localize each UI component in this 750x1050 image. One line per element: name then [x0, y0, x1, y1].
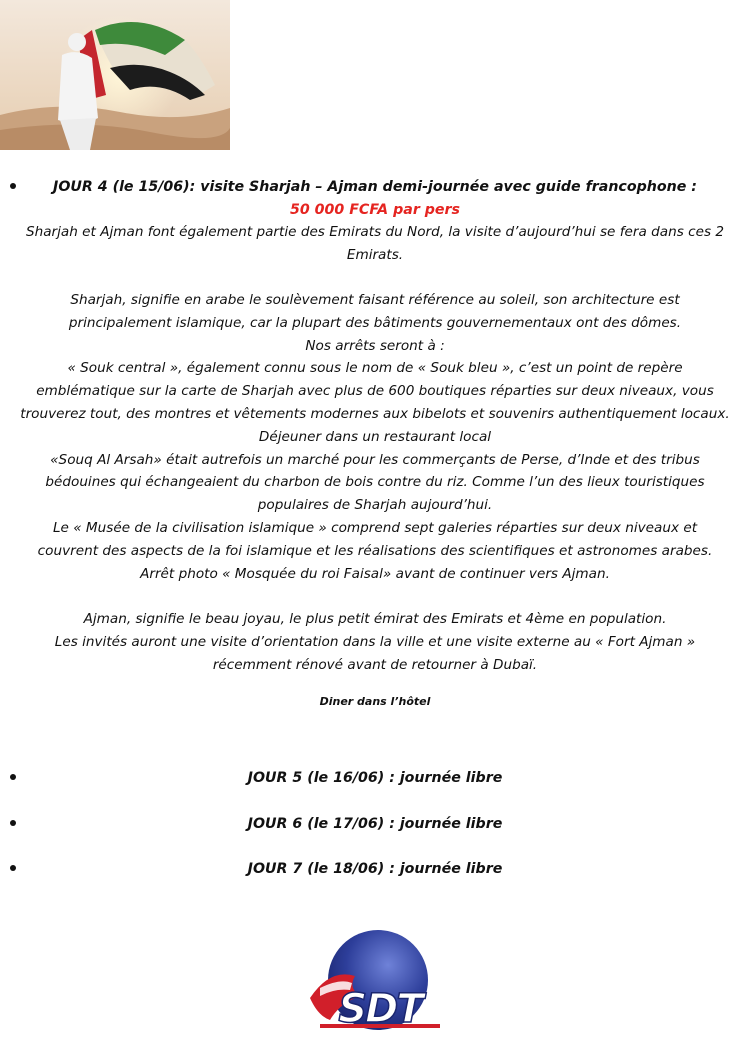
- ajman-line: Ajman, signifie le beau joyau, le plus petit émirat des Emirats et 4ème en population.: [83, 611, 667, 627]
- sharjah-line: Sharjah, signifie en arabe le soulèvement faisant référence au soleil, son architecture est: [70, 292, 680, 308]
- sdt-logo: [300, 928, 450, 1040]
- ajman-paragraph: [0, 608, 750, 676]
- day4-intro: Sharjah et Ajman font également partie des Emirats du Nord, la visite d’aujourd’hui se fera dans ces 2 Emirats.: [25, 224, 725, 263]
- logo-text: SDT: [338, 986, 422, 1032]
- ajman-line: Les invités auront une visite d’orientation dans la ville et une visite externe au « Fort Ajman »: [54, 633, 696, 650]
- day4-price: 50 000 FCFA par pers: [289, 202, 460, 218]
- sharjah-line: Arrêt photo « Mosquée du roi Faisal» avant de continuer vers Ajman.: [140, 565, 610, 582]
- sharjah-line: « Souk central », également connu sous le nom de « Souk bleu », c’est un point de repère: [67, 360, 683, 377]
- day6-title: JOUR 6 (le 17/06) : journée libre: [247, 816, 503, 832]
- sharjah-line: populaires de Sharjah aujourd’hui.: [257, 497, 493, 514]
- sharjah-line: Déjeuner dans un restaurant local: [258, 428, 492, 445]
- sharjah-line: Le « Musée de la civilisation islamique » comprend sept galeries réparties sur deux niveaux et: [52, 519, 698, 536]
- day4-title: [0, 176, 750, 198]
- sharjah-line: principalement islamique, car la plupart des bâtiments gouvernementaux ont des dômes.: [68, 314, 682, 331]
- day5-title: JOUR 5 (le 16/06) : journée libre: [247, 770, 503, 786]
- sharjah-line: trouverez tout, des montres et vêtements modernes aux bibelots et souvenirs authentiquement locaux.: [20, 405, 730, 422]
- sharjah-line: Nos arrêts seront à :: [305, 337, 445, 354]
- sharjah-line: couvrent des aspects de la foi islamique et les réalisations des scientifiques et astronomes arabes.: [37, 542, 713, 559]
- sharjah-paragraph: [0, 289, 750, 585]
- day7-title: JOUR 7 (le 18/06) : journée libre: [247, 861, 503, 877]
- sharjah-line: «Souq Al Arsah» était autrefois un marché pour les commerçants de Perse, d’Inde et des tribus: [50, 451, 700, 468]
- sharjah-line: emblématique sur la carte de Sharjah avec plus de 600 boutiques réparties sur deux niveaux, vous: [36, 383, 714, 400]
- dinner-note: Diner dans l’hôtel: [319, 695, 431, 708]
- ajman-line: récemment rénové avant de retourner à Dubaï.: [212, 656, 538, 673]
- day4-title-text: JOUR 4 (le 15/06): visite Sharjah – Ajman demi-journée avec guide francophone :: [53, 179, 697, 195]
- sharjah-line: bédouines qui échangeaient du charbon de bois contre du riz. Comme l’un des lieux touristiques: [45, 474, 705, 491]
- header-photo: [0, 0, 230, 150]
